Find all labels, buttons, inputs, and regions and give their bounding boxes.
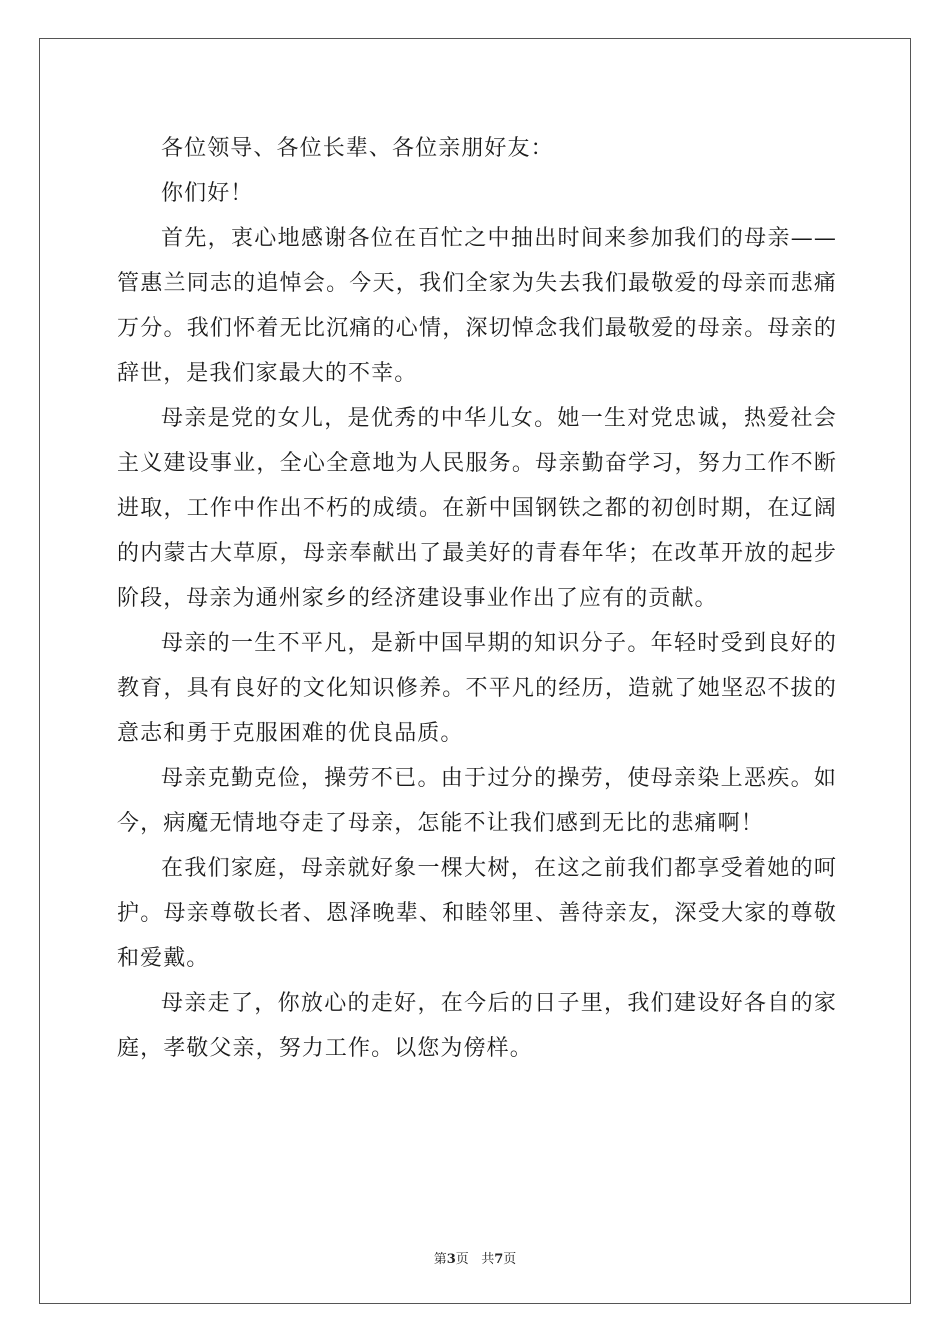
document-body	[117, 126, 837, 1071]
total-prefix: 共	[481, 1252, 495, 1267]
greeting-paragraph: 你们好！	[161, 181, 254, 206]
body-paragraph: 母亲克勤克俭，操劳不已。由于过分的操劳，使母亲染上恶疾。如今，病魔无情地夺走了母亲，怎能不让我们感到无比的悲痛啊！	[117, 766, 837, 836]
closing-paragraph: 母亲走了，你放心的走好，在今后的日子里，我们建设好各自的家庭，孝敬父亲，努力工作。以您为傍样。	[117, 991, 837, 1061]
body-paragraph: 在我们家庭，母亲就好象一棵大树，在这之前我们都享受着她的呵护。母亲尊敬长者、恩泽晚辈、和睦邻里、善待亲友，深受大家的尊敬和爱戴。	[117, 856, 837, 971]
page-footer	[0, 1248, 950, 1267]
page-prefix: 第	[433, 1252, 447, 1267]
current-page-number: 3	[446, 1252, 456, 1267]
body-paragraph: 首先，衷心地感谢各位在百忙之中抽出时间来参加我们的母亲——管惠兰同志的追悼会。今天，我们全家为失去我们最敬爱的母亲而悲痛万分。我们怀着无比沉痛的心情，深切悼念我们最敬爱的母亲。母亲的辞世，是我们家最大的不幸。	[117, 226, 837, 386]
salutation-paragraph: 各位领导、各位长辈、各位亲朋好友：	[161, 136, 554, 161]
total-suffix: 页	[503, 1252, 517, 1267]
body-paragraph: 母亲是党的女儿，是优秀的中华儿女。她一生对党忠诚，热爱社会主义建设事业，全心全意地为人民服务。母亲勤奋学习，努力工作不断进取，工作中作出不朽的成绩。在新中国钢铁之都的初创时期，在辽阔的内蒙古大草原，母亲奉献出了最美好的青春年华；在改革开放的起步阶段，母亲为通州家乡的经济建设事业作出了应有的贡献。	[117, 406, 837, 611]
page-suffix: 页	[455, 1252, 469, 1267]
total-pages-number: 7	[494, 1252, 504, 1267]
body-paragraph: 母亲的一生不平凡，是新中国早期的知识分子。年轻时受到良好的教育，具有良好的文化知识修养。不平凡的经历，造就了她坚忍不拔的意志和勇于克服困难的优良品质。	[117, 631, 837, 746]
